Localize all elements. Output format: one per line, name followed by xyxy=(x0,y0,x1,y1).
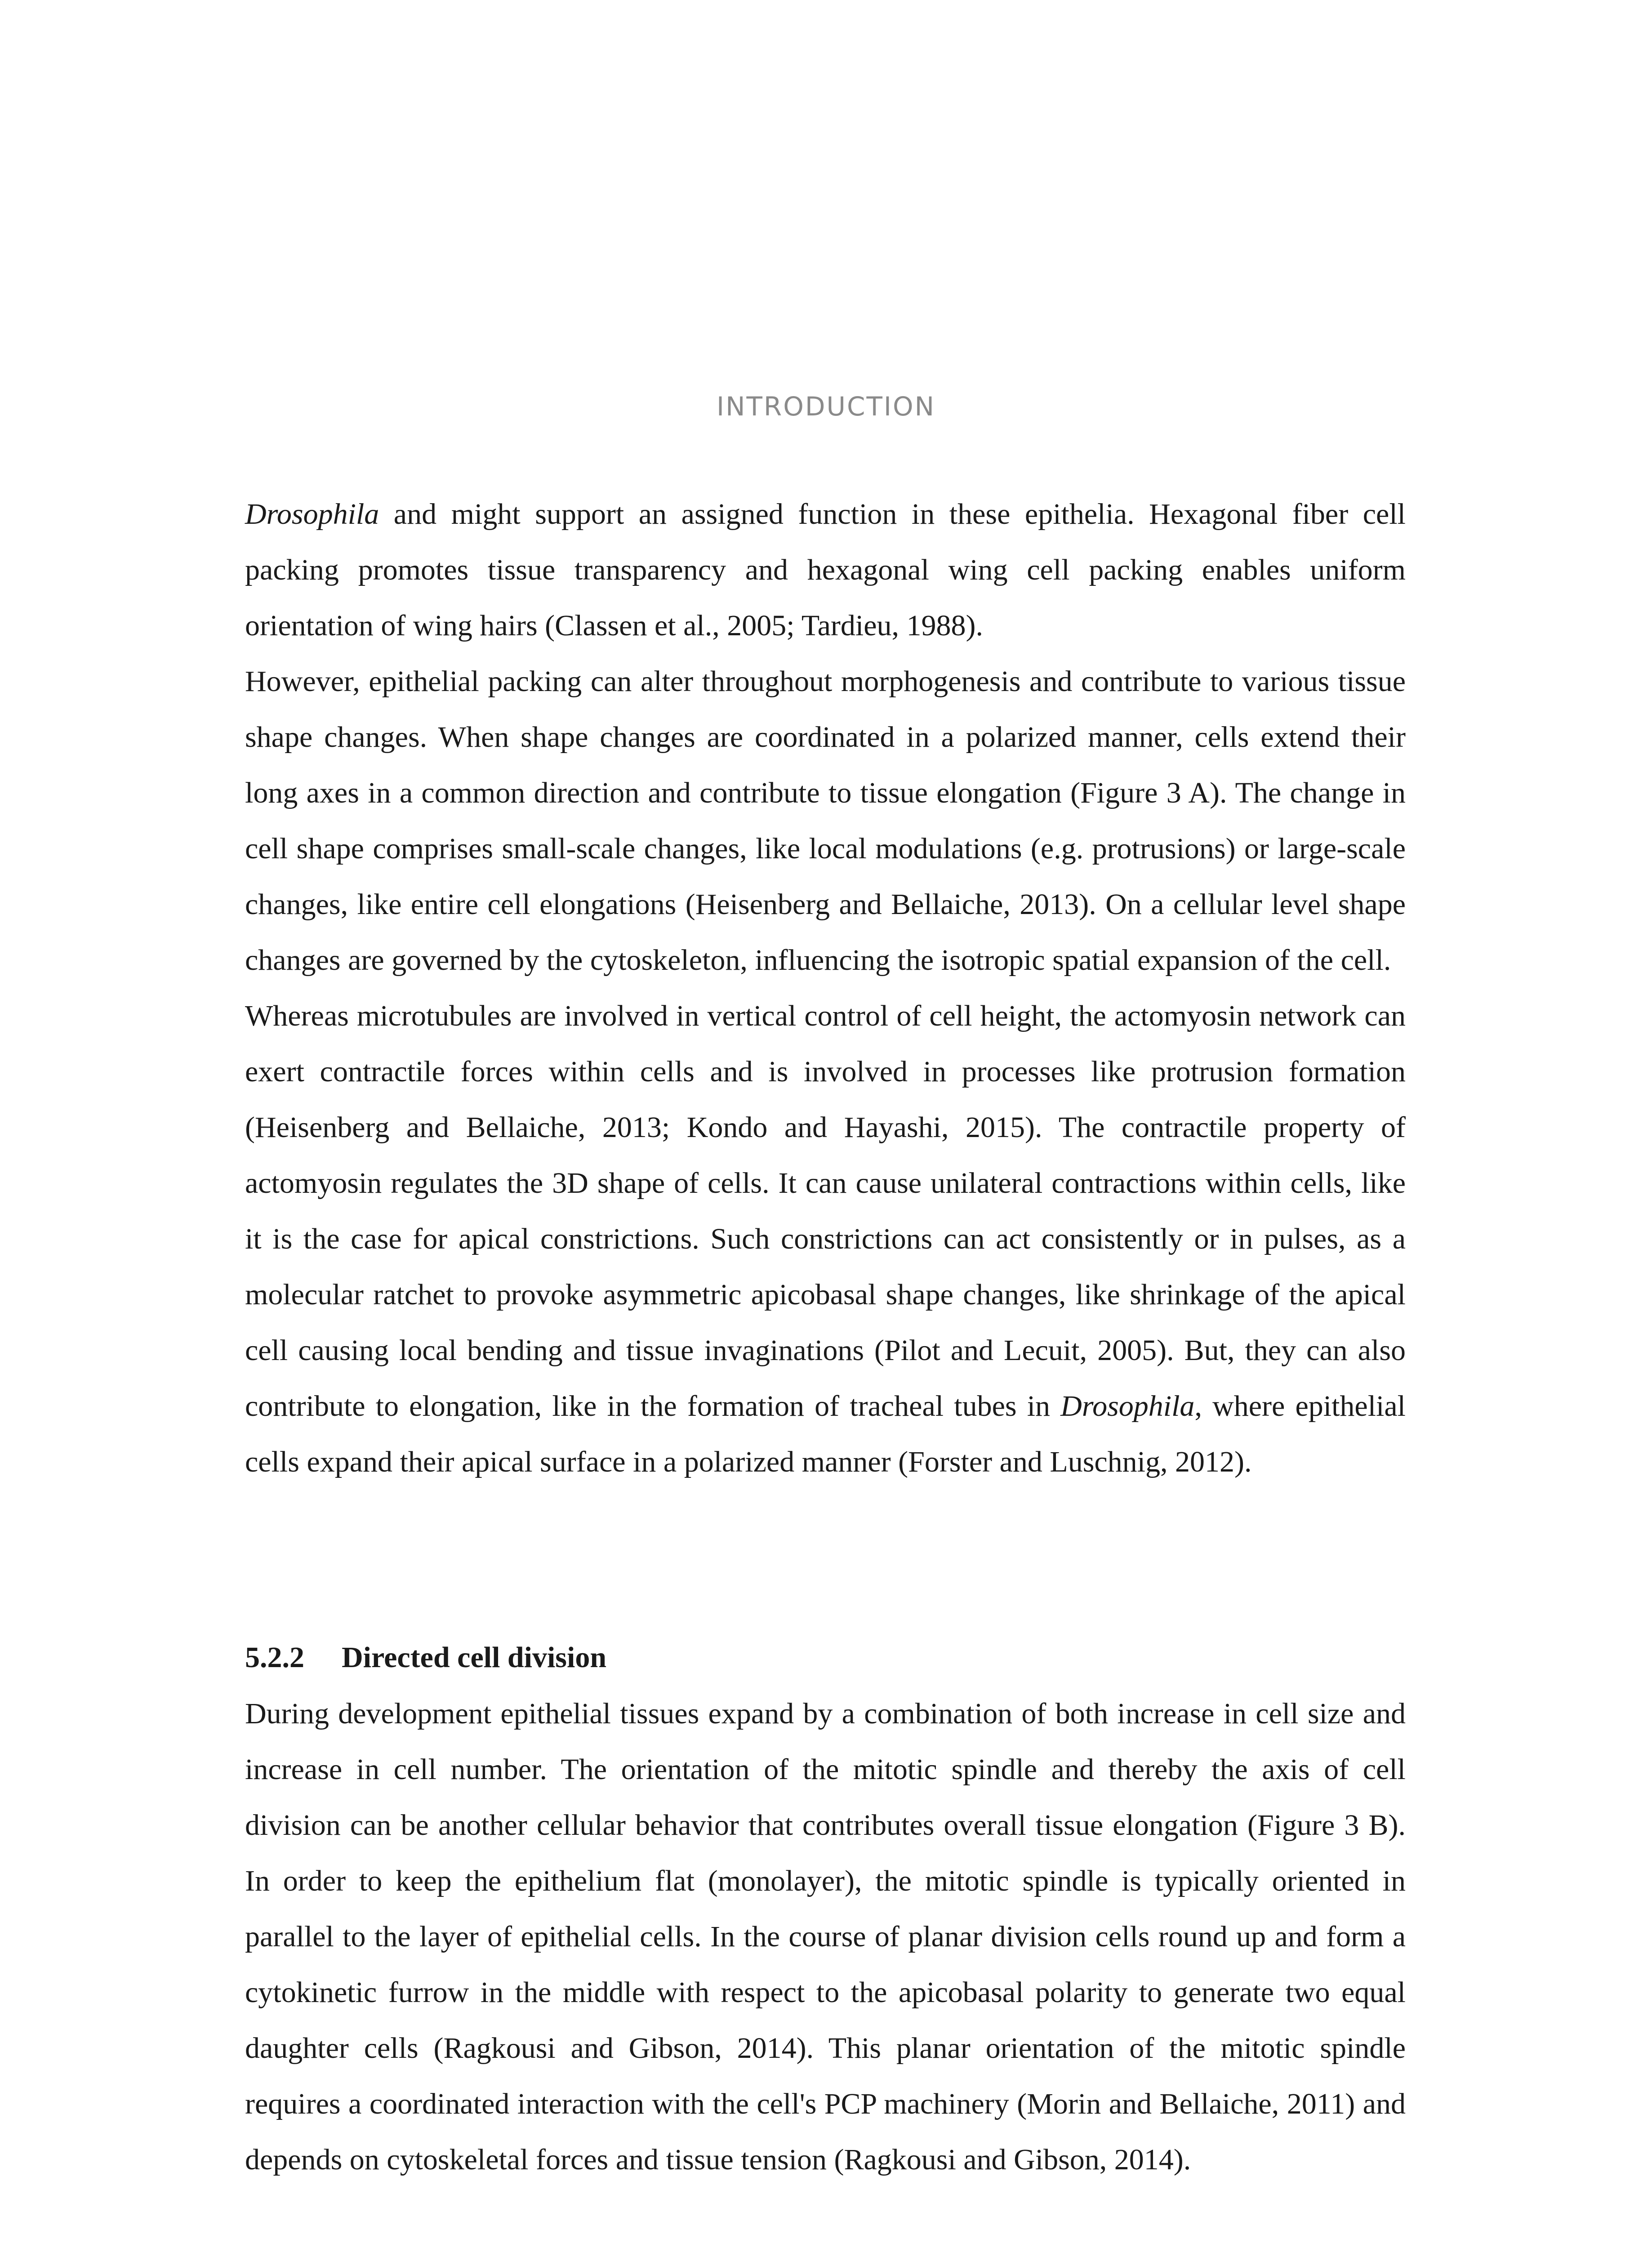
section-body-block xyxy=(245,1686,1406,2188)
species-name-italic: Drosophila xyxy=(245,498,379,531)
paragraph-1 xyxy=(245,486,1406,654)
running-header: INTRODUCTION xyxy=(716,391,936,422)
paragraph-3-text-b: , where epithelial cells expand their apical surface in a polarized manner (Forster and Luschnig, 2012). xyxy=(245,1390,1406,1478)
paragraph-1-text: and might support an assigned function in these epithelia. Hexagonal fiber cell packing promotes tissue transparency and hexagonal wing cell packing enables uniform orientation of wing hairs (Classen et al., 2005; Tardieu, 1988). xyxy=(245,498,1406,642)
body-text-block xyxy=(245,486,1406,1490)
paragraph-2: However, epithelial packing can alter throughout morphogenesis and contribute to various tissue shape changes. When shape changes are coordinated in a polarized manner, cells extend their long axes in a common direction and contribute to tissue elongation (Figure 3 A). The change in cell shape comprises small-scale changes, like local modulations (e.g. protrusions) or large-scale changes, like entire cell elongations (Heisenberg and Bellaiche, 2013). On a cellular level shape changes are governed by the cytoskeleton, influencing the isotropic spatial expansion of the cell. xyxy=(245,665,1406,977)
section-heading xyxy=(245,1630,1406,1686)
paragraph-3-text-a: Whereas microtubules are involved in vertical control of cell height, the actomyosin network can exert contractile forces within cells and is involved in processes like protrusion formation (Heisenberg and Bellaiche, 2013; Kondo and Hayashi, 2015). The contractile property of actomyosin regulates the 3D shape of cells. It can cause unilateral contractions within cells, like it is the case for apical constrictions. Such constrictions can act consistently or in pulses, as a molecular ratchet to provoke asymmetric apicobasal shape changes, like shrinkage of the apical cell causing local bending and tissue invaginations (Pilot and Lecuit, 2005). But, they can also contribute to elongation, like in the formation of tracheal tubes in xyxy=(245,999,1406,1423)
section-paragraph: During development epithelial tissues expand by a combination of both increase in cell size and increase in cell number. The orientation of the mitotic spindle and thereby the axis of cell division can be another cellular behavior that contributes overall tissue elongation (Figure 3 B). In order to keep the epithelium flat (monolayer), the mitotic spindle is typically oriented in parallel to the layer of epithelial cells. In the course of planar division cells round up and form a cytokinetic furrow in the middle with respect to the apicobasal polarity to generate two equal daughter cells (Ragkousi and Gibson, 2014). This planar orientation of the mitotic spindle requires a coordinated interaction with the cell's PCP machinery (Morin and Bellaiche, 2011) and depends on cytoskeletal forces and tissue tension (Ragkousi and Gibson, 2014). xyxy=(245,1697,1406,2176)
section-title: Directed cell division xyxy=(342,1641,607,1674)
paragraph-3 xyxy=(245,988,1406,1490)
species-name-italic: Drosophila xyxy=(1060,1390,1195,1423)
section-number: 5.2.2 xyxy=(245,1641,304,1674)
